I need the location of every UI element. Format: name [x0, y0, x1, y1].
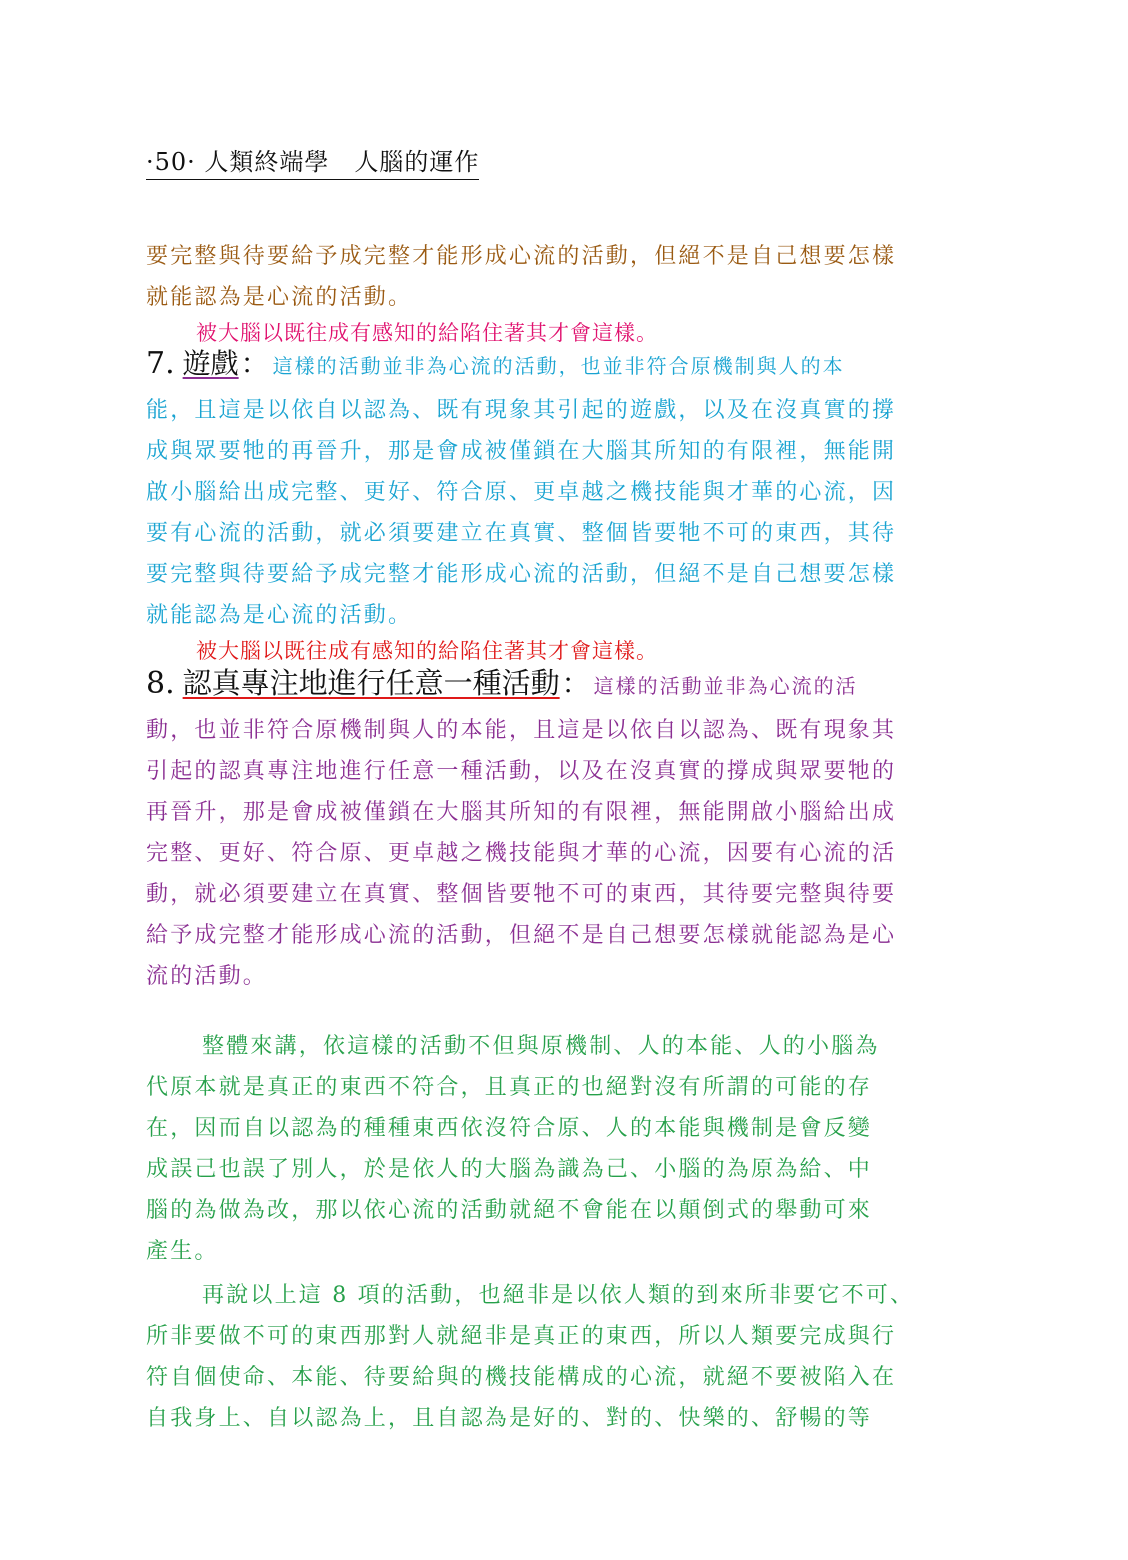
- text-line: 自我身上、自以認為上，且自認為是好的、對的、快樂的、舒暢的等: [146, 1406, 873, 1431]
- text-line: 給予成完整才能形成心流的活動，但絕不是自己想要怎樣就能認為是心: [146, 923, 897, 948]
- text-line: 代原本就是真正的東西不符合，且真正的也絕對沒有所謂的可能的存: [146, 1075, 873, 1100]
- summary-paragraph-2: [146, 1275, 986, 1439]
- text-line: 產生。: [146, 1239, 219, 1264]
- text-line: 要有心流的活動，就必須要建立在真實、整個皆要牠不可的東西，其待: [146, 521, 897, 546]
- item8-annotation: 被大腦以既往成有感知的給陷住著其才會這樣。: [196, 639, 658, 663]
- text-line: 成誤己也誤了別人，於是依人的大腦為識為己、小腦的為原為給、中: [146, 1157, 873, 1182]
- item7-annotation: 被大腦以既往成有感知的給陷住著其才會這樣。: [196, 321, 658, 345]
- text-line: 再晉升，那是會成被僅鎖在大腦其所知的有限裡，無能開啟小腦給出成: [146, 800, 897, 825]
- text-line: 再說以上這 8 項的活動，也絕非是以依人類的到來所非要它不可、: [202, 1283, 915, 1308]
- item8-heading: [146, 661, 858, 702]
- text-line: 在，因而自以認為的種種東西依沒符合原、人的本能與機制是會反變: [146, 1116, 873, 1141]
- item8-body: [146, 710, 986, 997]
- text-line: 要完整與待要給予成完整才能形成心流的活動，但絕不是自己想要怎樣: [146, 244, 897, 269]
- text-line: 整體來講，依這樣的活動不但與原機制、人的本能、人的小腦為: [202, 1034, 880, 1059]
- item7-colon: ：: [240, 347, 269, 380]
- page-header: ·50· 人類終端學 人腦的運作: [146, 142, 479, 180]
- text-line: 要完整與待要給予成完整才能形成心流的活動，但絕不是自己想要怎樣: [146, 562, 897, 587]
- text-line: 啟小腦給出成完整、更好、符合原、更卓越之機技能與才華的心流，因: [146, 480, 897, 505]
- text-line: 引起的認真專注地進行任意一種活動，以及在沒真實的撐成與眾要牠的: [146, 759, 897, 784]
- item8-number: 8.: [146, 666, 175, 701]
- intro-text: [146, 236, 986, 318]
- text-line: 腦的為做為改，那以依心流的活動就絕不會能在以顛倒式的舉動可來: [146, 1198, 873, 1223]
- item8-title: 認真專注地進行任意一種活動: [182, 666, 560, 700]
- item7-number: 7.: [146, 346, 175, 381]
- text-line: 所非要做不可的東西那對人就絕非是真正的東西，所以人類要完成與行: [146, 1324, 897, 1349]
- summary-paragraph-1: [146, 1026, 986, 1272]
- text-line: 成與眾要牠的再晉升，那是會成被僅鎖在大腦其所知的有限裡，無能開: [146, 439, 897, 464]
- text-line: 完整、更好、符合原、更卓越之機技能與才華的心流，因要有心流的活: [146, 841, 897, 866]
- item7-body: [146, 390, 986, 636]
- item8-desc-first: 這樣的活動並非為心流的活: [593, 674, 858, 698]
- text-line: 動，也並非符合原機制與人的本能，且這是以依自以認為、既有現象其: [146, 718, 897, 743]
- item7-desc-first: 這樣的活動並非為心流的活動，也並非符合原機制與人的本: [272, 354, 845, 378]
- item8-colon: ：: [561, 667, 590, 700]
- text-line: 能，且這是以依自以認為、既有現象其引起的遊戲，以及在沒真實的撐: [146, 398, 897, 423]
- item7-title: 遊戲: [182, 347, 239, 380]
- text-line: 符自個使命、本能、待要給與的機技能構成的心流，就絕不要被陷入在: [146, 1365, 897, 1390]
- text-line: 動，就必須要建立在真實、整個皆要牠不可的東西，其待要完整與待要: [146, 882, 897, 907]
- text-line: 就能認為是心流的活動。: [146, 603, 413, 628]
- text-line: 就能認為是心流的活動。: [146, 285, 413, 310]
- text-line: 流的活動。: [146, 964, 268, 989]
- item7-heading: [146, 342, 845, 382]
